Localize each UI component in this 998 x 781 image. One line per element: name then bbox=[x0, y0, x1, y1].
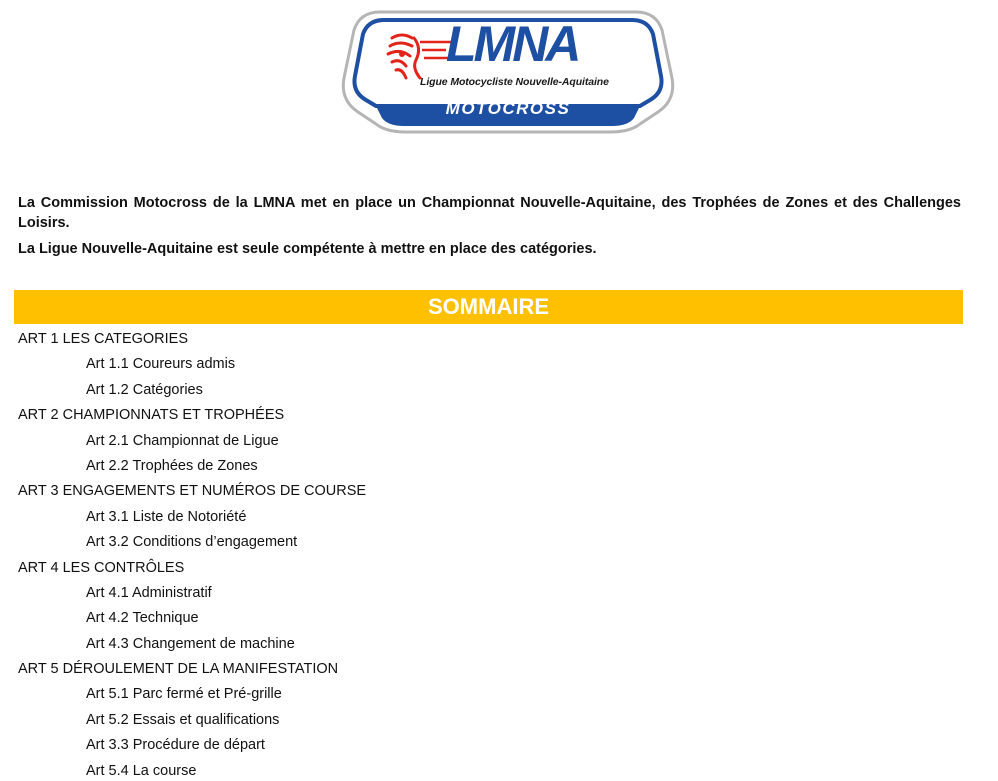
toc-article[interactable]: ART 4 LES CONTRÔLES bbox=[18, 559, 185, 576]
toc-subitem[interactable]: Art 1.1 Coureurs admis bbox=[86, 356, 236, 373]
table-of-contents bbox=[18, 327, 958, 781]
toc-subitem[interactable]: Art 4.2 Technique bbox=[86, 610, 199, 627]
intro-section bbox=[18, 193, 961, 265]
intro-paragraph: La Ligue Nouvelle-Aquitaine est seule compétente à mettre en place des catégories. bbox=[18, 241, 597, 257]
intro-paragraph: La Commission Motocross de la LMNA met en place un Championnat Nouvelle-Aquitaine, des Trophées de Zones et des Challenges Loisirs. bbox=[18, 195, 961, 231]
lmna-motocross-logo bbox=[340, 8, 676, 136]
toc-subitem[interactable]: Art 4.3 Changement de machine bbox=[86, 635, 295, 652]
toc-subitem[interactable]: Art 3.3 Procédure de départ bbox=[86, 737, 265, 754]
toc-subitem[interactable]: Art 1.2 Catégories bbox=[86, 381, 203, 398]
toc-subitem[interactable]: Art 3.2 Conditions d’engagement bbox=[86, 534, 298, 551]
toc-article[interactable]: ART 5 DÉROULEMENT DE LA MANIFESTATION bbox=[18, 661, 339, 678]
sommaire-heading: SOMMAIRE bbox=[14, 290, 963, 324]
toc-subitem[interactable]: Art 5.1 Parc fermé et Pré-grille bbox=[86, 686, 282, 703]
toc-subitem[interactable]: Art 4.1 Administratif bbox=[86, 584, 212, 601]
logo-badge-motocross: MOTOCROSS bbox=[445, 99, 571, 118]
toc-article[interactable]: ART 1 LES CATEGORIES bbox=[18, 331, 189, 347]
toc-article[interactable]: ART 3 ENGAGEMENTS ET NUMÉROS DE COURSE bbox=[18, 483, 367, 500]
toc-subitem[interactable]: Art 5.2 Essais et qualifications bbox=[86, 711, 280, 728]
toc-subitem[interactable]: Art 3.1 Liste de Notoriété bbox=[86, 508, 247, 525]
toc-article[interactable]: ART 2 CHAMPIONNATS ET TROPHÉES bbox=[18, 407, 285, 424]
toc-subitem[interactable]: Art 2.1 Championnat de Ligue bbox=[86, 432, 279, 449]
logo-subtitle: Ligue Motocycliste Nouvelle-Aquitaine bbox=[420, 76, 609, 88]
toc-subitem[interactable]: Art 5.4 La course bbox=[86, 762, 197, 779]
logo-acronym: LMNA bbox=[446, 16, 579, 72]
toc-subitem[interactable]: Art 2.2 Trophées de Zones bbox=[86, 457, 258, 474]
